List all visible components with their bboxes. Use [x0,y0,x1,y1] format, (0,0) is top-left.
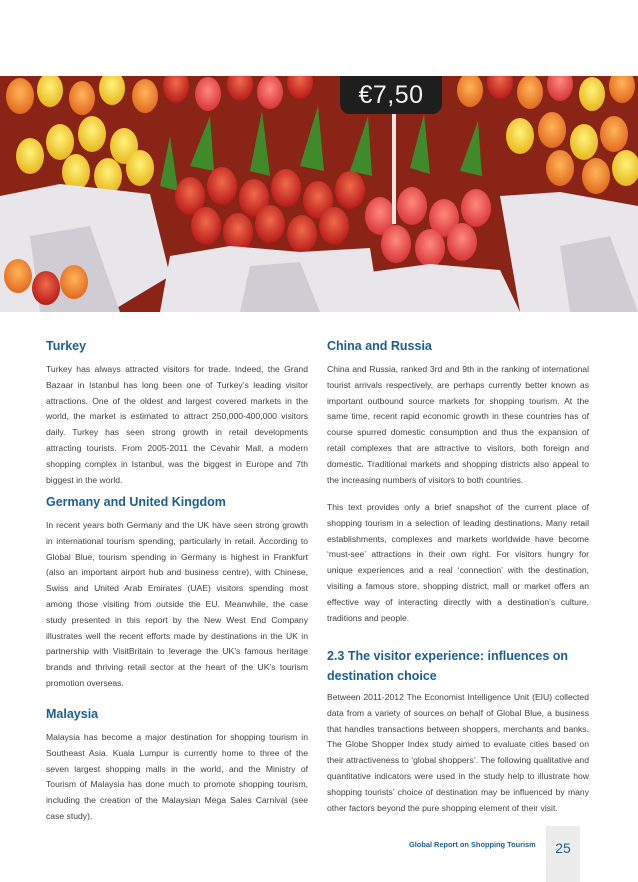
heading-china-russia: China and Russia [327,339,432,353]
heading-malaysia: Malaysia [46,707,99,721]
page-number: 25 [555,840,571,856]
section-snapshot [327,500,589,626]
price-sign: €7,50 [340,76,442,114]
footer-report-title: Global Report on Shopping Tourism [409,840,536,849]
body-visitor-experience: Between 2011-2012 The Economist Intelligence Unit (EIU) collected data from a variety of sources on behalf of Global Blue, a business that handles transactions between shoppers, merchants and banks. The Globe Shopper Index study aimed to evaluate cities based on their attractiveness to ‘global shoppers’. The following qualitative and quantitative indicators were used in the study help to illustrate how shopping tourists’ choice of destination may be influenced by many other factors beyond the pure shopping element of their visit. [327,692,589,813]
section-turkey [46,338,308,488]
heading-visitor-experience: 2.3 The visitor experience: influences on destination choice [327,649,569,683]
body-snapshot: This text provides only a brief snapshot of the current place of shopping tourism in a selection of leading destinations. Many retail establishments, complexes and markets worldwide have become ‘must-see’ attractions in their own right. For visitors hungry for unique experiences and a real ‘connection’ with the destination, visiting a famous store, shopping district, mall or market offers an effective way of interacting directly with a destination’s culture, traditions and people. [327,502,589,623]
heading-turkey: Turkey [46,339,87,353]
body-turkey: Turkey has always attracted visitors for trade. Indeed, the Grand Bazaar in Istanbul has long been one of Turkey’s leading visitor attractions. One of the oldest and largest covered markets in the world, the market is estimated to attract 250,000-400,000 visitors daily. Turkey has seen strong growth in retail developments attracting tourists. From 2005-2011 the Cevahir Mall, a modern shopping complex in Istanbul, was the biggest in Europe and 7th biggest in the world. [46,364,308,485]
tulip-illustration [0,76,638,312]
section-germany-uk [46,494,308,692]
section-visitor-experience [327,646,589,816]
section-china-russia [327,338,589,488]
section-malaysia [46,706,308,825]
heading-germany-uk: Germany and United Kingdom [46,495,226,509]
tulip-bouquets-photo [0,76,638,312]
page-number-tab [546,826,580,882]
body-china-russia: China and Russia, ranked 3rd and 9th in the ranking of international tourist arrivals respectively, are perhaps currently better known as important outbound source markets for shopping tourism. At the same time, recent rapid economic growth in these countries has of course spurred domestic consumption and thus the expansion of retail complexes that are attractive to visitors, both foreign and domestic. Traditional markets and shopping districts also appeal to the increasing numbers of visitors to both countries. [327,364,589,485]
body-germany-uk: In recent years both Germany and the UK have seen strong growth in international tourism spending, particularly in retail. According to Global Blue, tourism spending in Germany is highest in Frankfurt (also an important airport hub and business centre), with Chinese, Swiss and United Arab Emirates (UAE) visitors spending most among those visiting from outside the EU. Meanwhile, the case study presented in this report by the New West End Company illustrates well the recent efforts made by destinations in the UK in partnership with VisitBritain to leverage the UK’s famous heritage brands and thriving retail sector at the heart of the UK’s tourism promotion overseas. [46,520,308,688]
body-malaysia: Malaysia has become a major destination for shopping tourism in Southeast Asia. Kuala Lumpur is currently home to three of the seven largest shopping malls in the world, and the Ministry of Tourism of Malaysia has done much to promote shopping tourism, including the creation of the Malaysian Mega Sales Carnival (see case study). [46,732,308,821]
